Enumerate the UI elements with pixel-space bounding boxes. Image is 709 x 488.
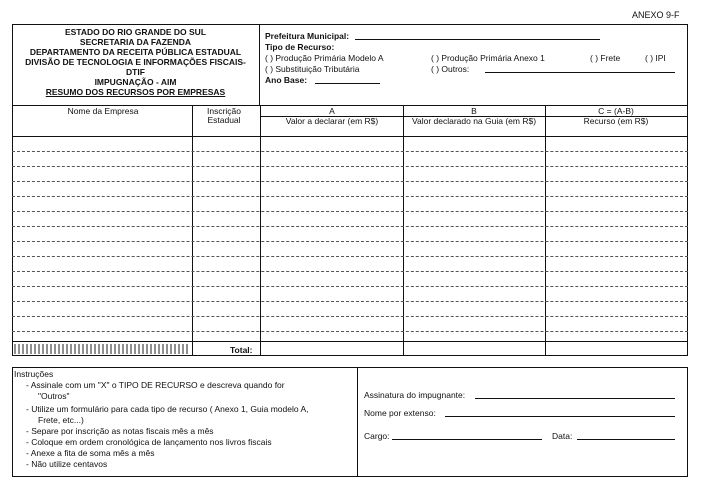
header-line: DIVISÃO DE TECNOLOGIA E INFORMAÇÕES FISCAIS- (25, 57, 246, 67)
ano-base-field[interactable] (315, 75, 380, 84)
col-header-b-letter: B (471, 106, 477, 116)
col-divider (545, 106, 546, 356)
table-row[interactable] (12, 151, 688, 152)
table-row[interactable] (12, 166, 688, 167)
header-line: ESTADO DO RIO GRANDE DO SUL (64, 27, 207, 37)
ano-base-label: Ano Base: (265, 75, 308, 85)
option-substituicao[interactable]: ( ) Substituição Tributária (265, 64, 360, 74)
total-label: Total: (230, 345, 253, 355)
table-row[interactable] (12, 301, 688, 302)
col-header-a: Valor a declarar (em R$) (285, 116, 379, 126)
data-label: Data: (552, 431, 573, 441)
col-header-c-letter: C = (A-B) (598, 106, 634, 116)
table-row[interactable] (12, 211, 688, 212)
cargo-field[interactable] (392, 431, 542, 440)
header-line: RESUMO DOS RECURSOS POR EMPRESAS (45, 87, 226, 97)
tipo-recurso-label: Tipo de Recurso: (265, 42, 335, 52)
option-producao-modelo-a[interactable]: ( ) Produção Primária Modelo A (265, 53, 384, 63)
data-field[interactable] (577, 431, 675, 440)
prefeitura-label: Prefeitura Municipal: (265, 31, 350, 41)
outros-field[interactable] (485, 64, 675, 73)
option-outros[interactable]: ( ) Outros: (431, 64, 470, 74)
header-line: DTIF (126, 67, 145, 77)
nome-label: Nome por extenso: (364, 408, 436, 418)
prefeitura-field[interactable] (355, 31, 600, 40)
nome-field[interactable] (445, 408, 675, 417)
table-row[interactable] (12, 196, 688, 197)
header-left (12, 24, 260, 106)
col-header-inscricao: Inscrição Estadual (206, 106, 241, 125)
table-row[interactable] (12, 316, 688, 317)
col-header-b: Valor declarado na Guia (em R$) (411, 116, 537, 126)
table-row[interactable] (12, 331, 688, 332)
instructions-divider (357, 367, 358, 477)
instruction-item: "Outros" (38, 391, 70, 401)
option-frete[interactable]: ( ) Frete (590, 53, 621, 63)
instructions-title: Instruções (14, 369, 54, 379)
col-divider (260, 106, 261, 356)
instruction-item: - Assinale com um "X" o TIPO DE RECURSO e descreva quando for (26, 380, 285, 390)
instruction-item: - Anexe a fita de soma mês a mês (26, 448, 155, 458)
instruction-item: - Utilize um formulário para cada tipo de recurso ( Anexo 1, Guia modelo A, (26, 404, 309, 414)
instruction-item: - Não utilize centavos (26, 459, 108, 469)
col-header-c: Recurso (em R$) (583, 116, 649, 126)
header-line: IMPUGNAÇÃO - AIM (94, 77, 177, 87)
table-row[interactable] (12, 271, 688, 272)
total-row-line (12, 341, 688, 342)
header-line: SECRETARIA DA FAZENDA (79, 37, 192, 47)
col-header-a-letter: A (329, 106, 335, 116)
anexo-label: ANEXO 9-F (632, 10, 680, 20)
total-hatch (14, 344, 190, 354)
col-header-empresa: Nome da Empresa (67, 106, 139, 116)
header-line: DEPARTAMENTO DA RECEITA PÚBLICA ESTADUAL (29, 47, 242, 57)
table-row[interactable] (12, 226, 688, 227)
assinatura-field[interactable] (475, 390, 675, 399)
instruction-item: - Coloque em ordem cronológica de lançamento nos livros fiscais (26, 437, 272, 447)
table-row[interactable] (12, 286, 688, 287)
table-row[interactable] (12, 181, 688, 182)
option-ipi[interactable]: ( ) IPI (645, 53, 666, 63)
col-divider (403, 106, 404, 356)
option-producao-anexo1[interactable]: ( ) Produção Primária Anexo 1 (431, 53, 545, 63)
cargo-label: Cargo: (364, 431, 390, 441)
subheader-line (260, 116, 688, 117)
table-row[interactable] (12, 241, 688, 242)
instruction-item: - Separe por inscrição as notas fiscais mês a mês (26, 426, 214, 436)
instruction-item: Frete, etc...) (38, 415, 84, 425)
col-divider (192, 106, 193, 356)
header-bottom-line (12, 136, 688, 137)
assinatura-label: Assinatura do impugnante: (364, 390, 466, 400)
table-row[interactable] (12, 256, 688, 257)
